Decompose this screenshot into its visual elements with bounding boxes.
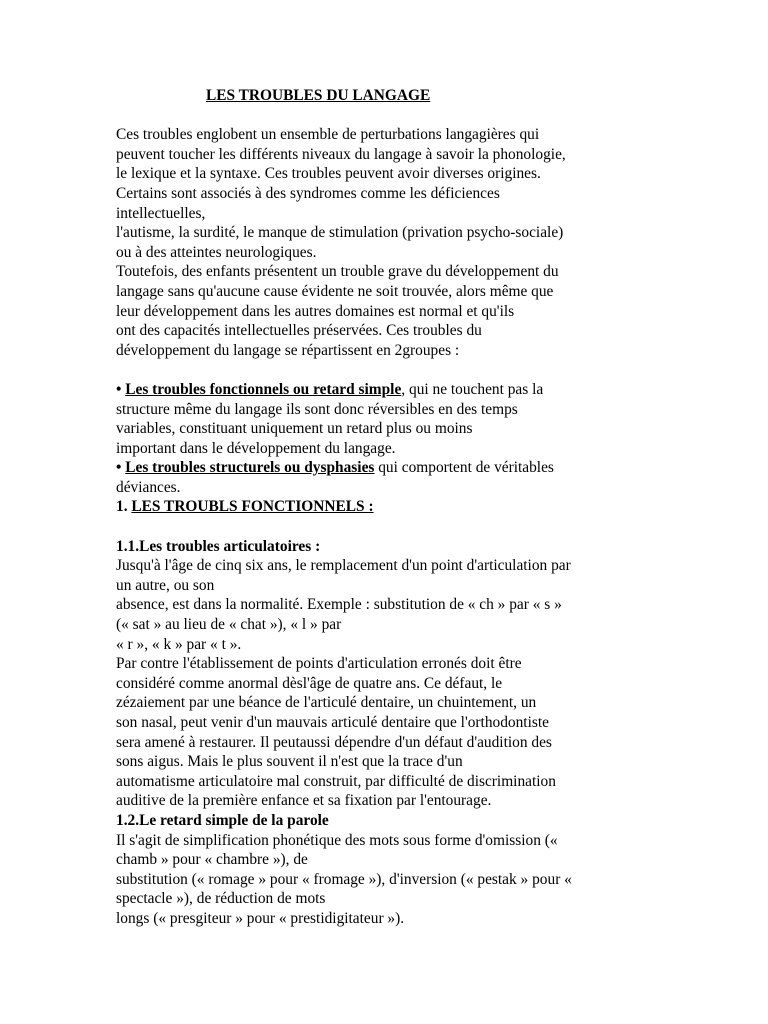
text-line: auditive de la première enfance et sa fixation par l'entourage. [116,792,492,810]
text-line: développement du langage se répartissent en 2groupes : [116,341,460,359]
subsection-heading-1-1: 1.1.Les troubles articulatoires : [116,537,321,555]
text-line: longs (« presgiteur » pour « prestidigitateur »). [116,909,405,927]
text-line: automatisme articulatoire mal construit, par difficulté de discrimination [116,772,556,790]
text-line: Certains sont associés à des syndromes comme les déficiences [116,184,500,202]
bullet-text: qui comportent de véritables [374,459,554,477]
text-line: leur développement dans les autres domaines est normal et qu'ils [116,302,515,320]
text-line: structure même du langage ils sont donc réversibles en des temps [116,400,518,418]
document-page [116,86,676,929]
bullet-item-structurels [116,458,676,497]
bullet-item-fonctionnels [116,380,676,458]
subsection-body-1-2 [116,831,676,929]
bullet-label: Les troubles structurels ou dysphasies [125,459,375,477]
text-line: variables, constituant uniquement un retard plus ou moins [116,420,473,438]
text-line: chamb » pour « chambre »), de [116,851,308,869]
bullet-text: , qui ne touchent pas la [401,380,544,398]
text-line: langage sans qu'aucune cause évidente ne soit trouvée, alors même que [116,282,554,300]
document-title: LES TROUBLES DU LANGAGE [206,87,431,104]
text-line: zézaiement par une béance de l'articulé dentaire, un chuintement, un [116,694,537,712]
section-title: LES TROUBLS FONCTIONNELS : [131,498,374,516]
text-line: son nasal, peut venir d'un mauvais articulé dentaire que l'orthodontiste [116,714,549,731]
text-line: ont des capacités intellectuelles préservées. Ces troubles du [116,322,482,340]
blank-line [116,360,676,380]
text-line: intellectuelles, [116,204,206,222]
text-line: important dans le développement du langage. [116,439,396,457]
text-line: considéré comme anormal dèsl'âge de quatre ans. Ce défaut, le [116,674,503,692]
text-line: absence, est dans la normalité. Exemple : substitution de « ch » par « s » [116,596,562,614]
text-line: peuvent toucher les différents niveaux du langage à savoir la phonologie, [116,145,566,163]
text-line: le lexique et la syntaxe. Ces troubles peuvent avoir diverses origines. [116,165,541,183]
text-line: un autre, ou son [116,576,215,594]
text-line: l'autisme, la surdité, le manque de stimulation (privation psycho-sociale) [116,224,564,242]
bullet-label: Les troubles fonctionnels ou retard simple [125,380,402,398]
bullet-line [116,380,676,400]
text-line: Par contre l'établissement de points d'articulation erronés doit être [116,655,522,673]
subsection-heading-1-2: 1.2.Le retard simple de la parole [116,811,329,829]
text-line: sons aigus. Mais le plus souvent il n'est que la trace d'un [116,753,463,771]
bullet-line [116,458,676,478]
text-line: spectacle »), de réduction de mots [116,890,326,908]
text-line: Il s'agit de simplification phonétique des mots sous forme d'omission (« [116,831,558,849]
text-line: Ces troubles englobent un ensemble de perturbations langagières qui [116,126,540,144]
text-line: sera amené à restaurer. Il peutaussi dépendre d'un défaut d'audition des [116,733,552,751]
text-line: Jusqu'à l'âge de cinq six ans, le remplacement d'un point d'articulation par [116,557,571,575]
text-line: « r », « k » par « t ». [116,635,242,653]
text-line: (« sat » au lieu de « chat »), « l » par [116,616,342,634]
bullet-marker: • [116,459,122,477]
text-line: déviances. [116,478,181,496]
text-line: substitution (« romage » pour « fromage »), d'inversion (« pestak » pour « [116,870,572,888]
blank-line [116,517,676,537]
text-line: ou à des atteintes neurologiques. [116,243,317,261]
section-number: 1. [116,498,132,516]
section-heading-1 [116,497,676,517]
subsection-body-1-1 [116,556,676,811]
intro-paragraph [116,125,676,360]
text-line: Toutefois, des enfants présentent un trouble grave du développement du [116,263,559,281]
bullet-marker: • [116,380,122,398]
